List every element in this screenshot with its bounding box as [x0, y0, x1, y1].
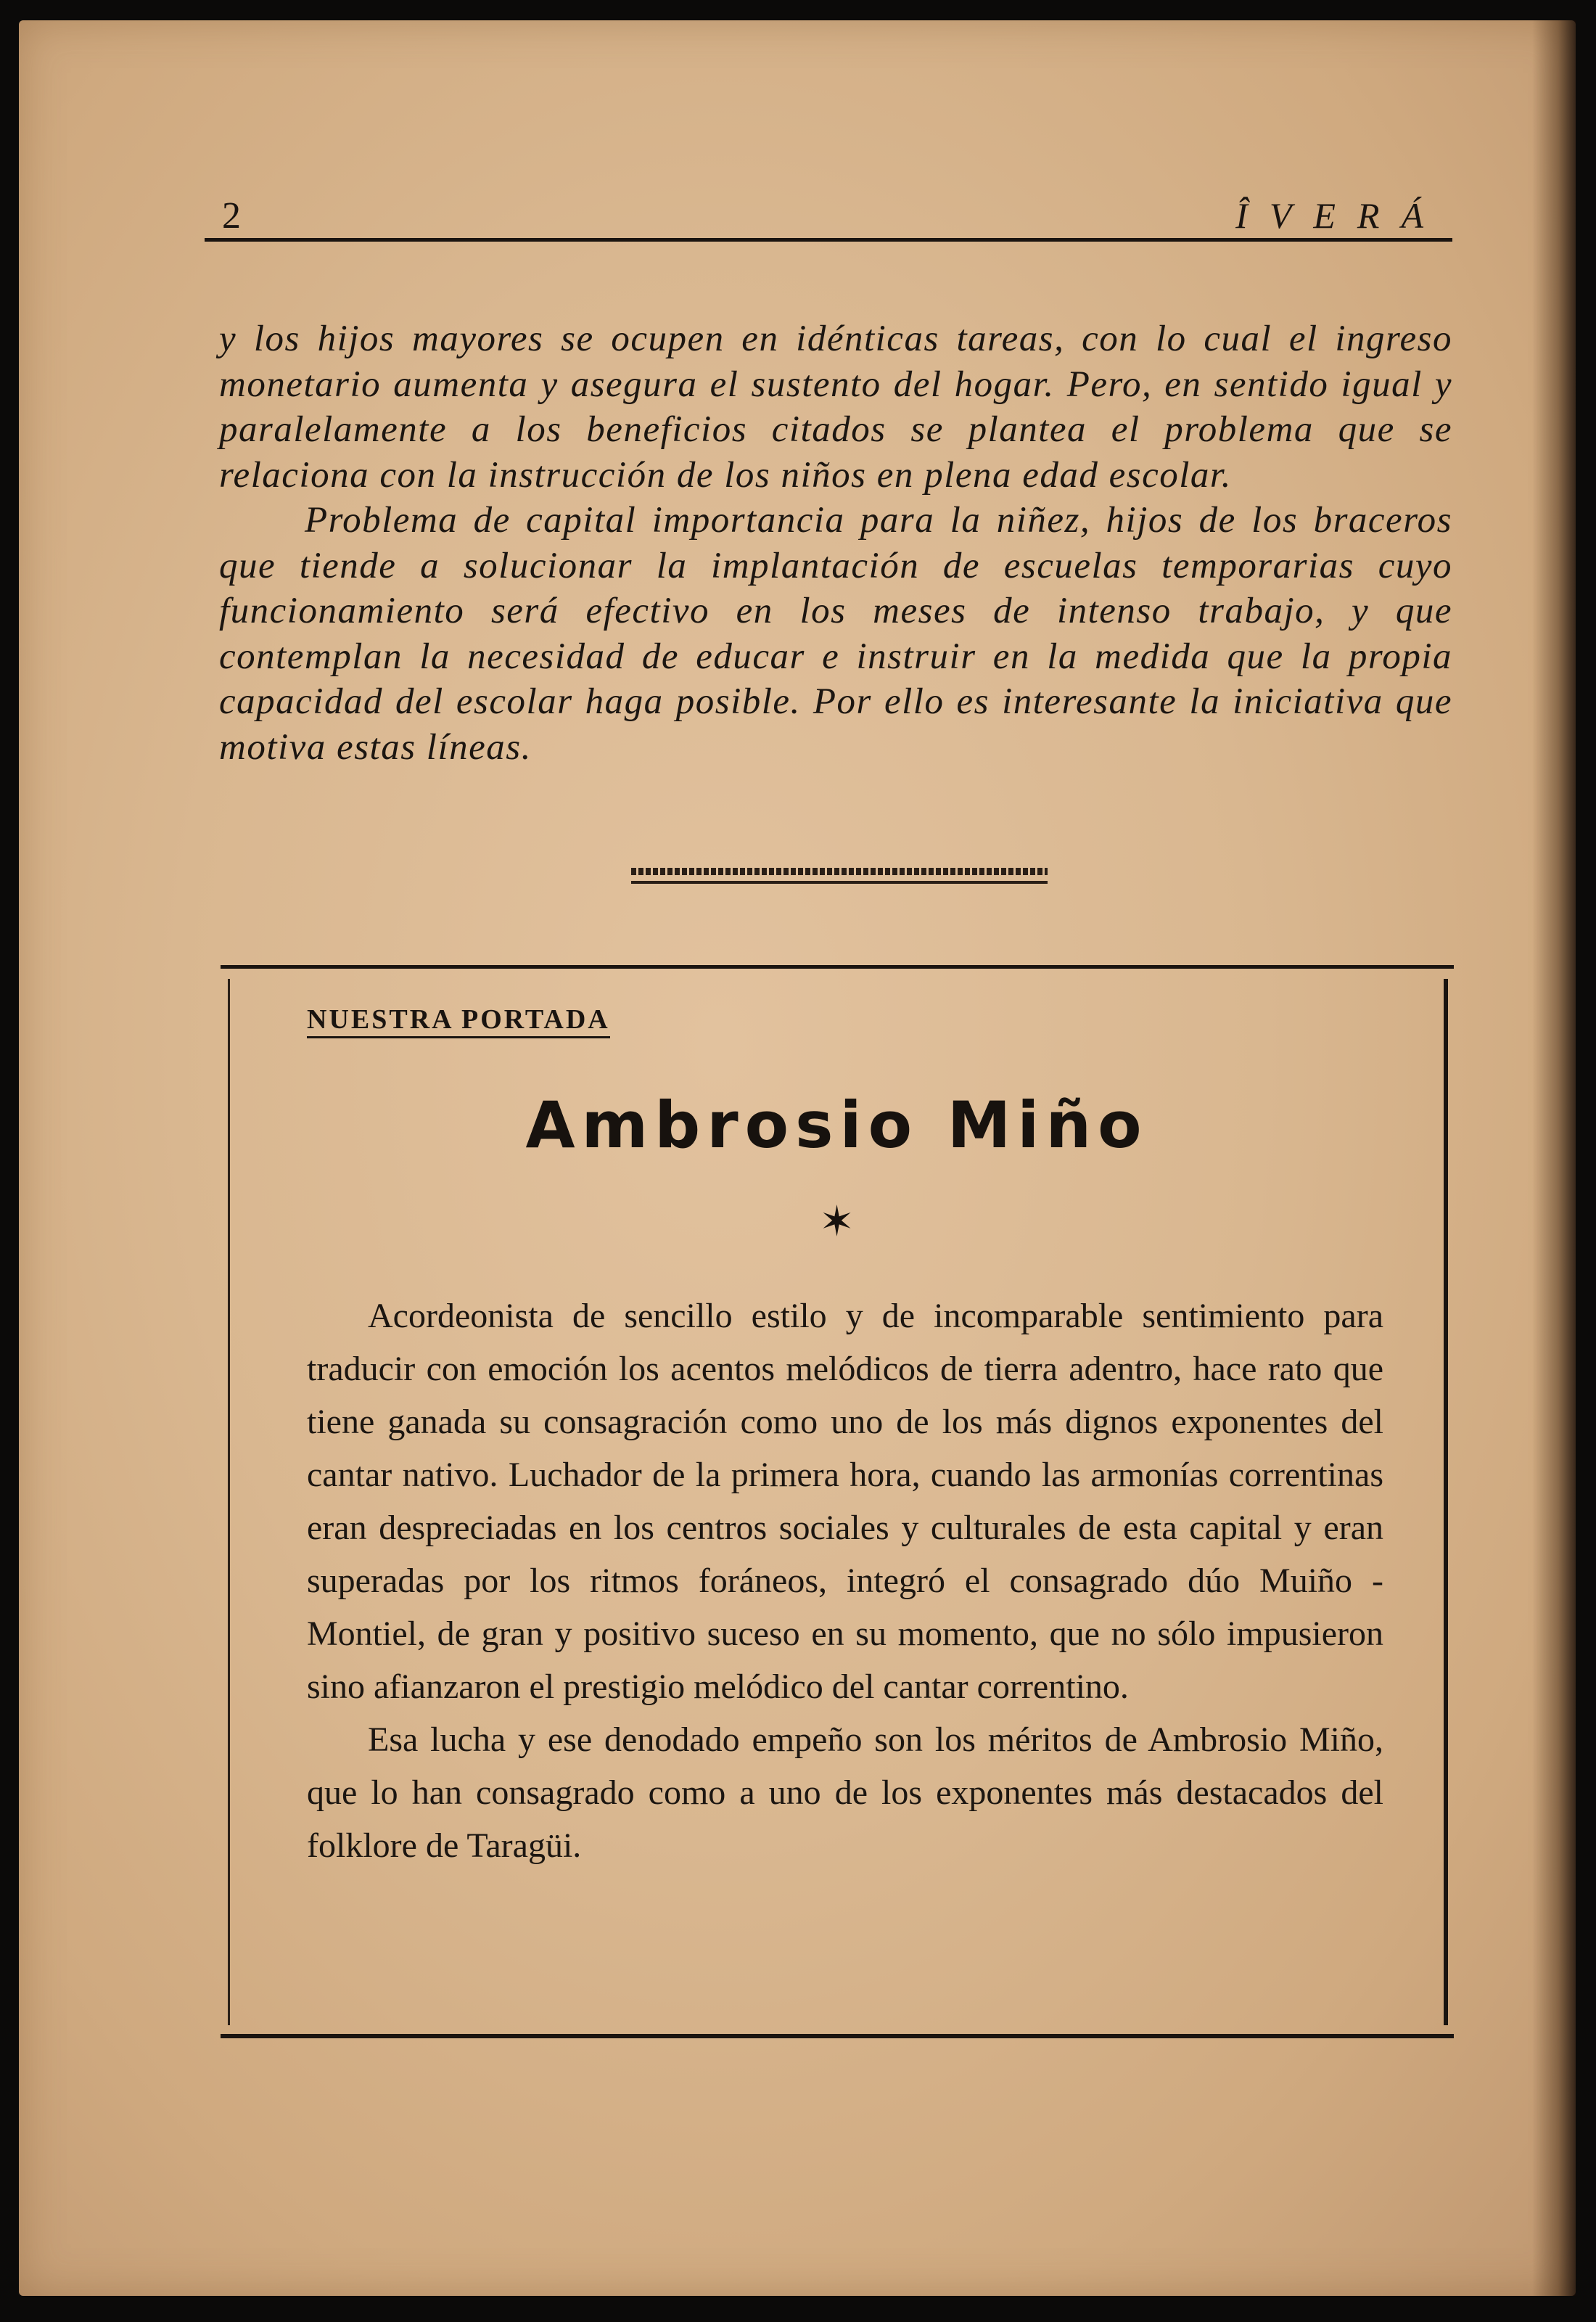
- magazine-page: [19, 20, 1576, 2296]
- article-paragraph: y los hijos mayores se ocupen en idénticas tareas, con lo cual el ingreso monetario aumenta y asegura el sustento del hogar. Pero, en sentido igual y paralelamente a los beneficios citados se plantea el problema que se relaciona con la instrucción de los niños en plena edad escolar.: [219, 319, 1452, 496]
- running-header: [205, 194, 1452, 242]
- divider-dots: [631, 868, 1048, 875]
- divider-rule: [631, 881, 1048, 884]
- binding-shadow: [1532, 20, 1576, 2296]
- section-divider: [631, 868, 1048, 888]
- article-paragraph: Problema de capital importancia para la niñez, hijos de los braceros que tiende a solucionar la implantación de escuelas temporarias cuyo funcionamiento será efectivo en los meses de intenso trabajo, y que contemplan la necesidad de educar e instruir en la medida que la propia capacidad del escolar haga posible. Por ello es interesante la iniciativa que motiva estas líneas.: [219, 500, 1452, 768]
- article-continuation: [219, 316, 1452, 770]
- feature-paragraph: Acordeonista de sencillo estilo y de incomparable sentimiento para traducir con emoción los acentos melódicos de tierra adentro, hace rato que tiene ganada su consagración como uno de los más dignos exponentes del cantar nativo. Luchador de la primera hora, cuando las armonías correntinas eran despreciadas en los centros sociales y culturales de esta capital y eran superadas por los ritmos foráneos, integró el consagrado dúo Muiño - Montiel, de gran y positivo suceso en su momento, que no sólo impusieron sino afianzaron el prestigio melódico del cantar correntino.: [307, 1297, 1383, 1706]
- cover-feature-frame: [228, 979, 1448, 2025]
- feature-title: Ambrosio Miño: [525, 1088, 1148, 1162]
- feature-body: [307, 1289, 1383, 1872]
- section-label: NUESTRA PORTADA: [307, 1004, 610, 1038]
- cover-feature-box: [221, 965, 1454, 2038]
- star-ornament-icon: ✶: [819, 1198, 855, 1245]
- page-number: 2: [222, 195, 241, 237]
- magazine-title: ÎVERÁ: [1235, 195, 1445, 236]
- feature-paragraph: Esa lucha y ese denodado empeño son los méritos de Ambrosio Miño, que lo han consagrado como a uno de los exponentes más destacados del folklore de Taragüi.: [307, 1720, 1383, 1865]
